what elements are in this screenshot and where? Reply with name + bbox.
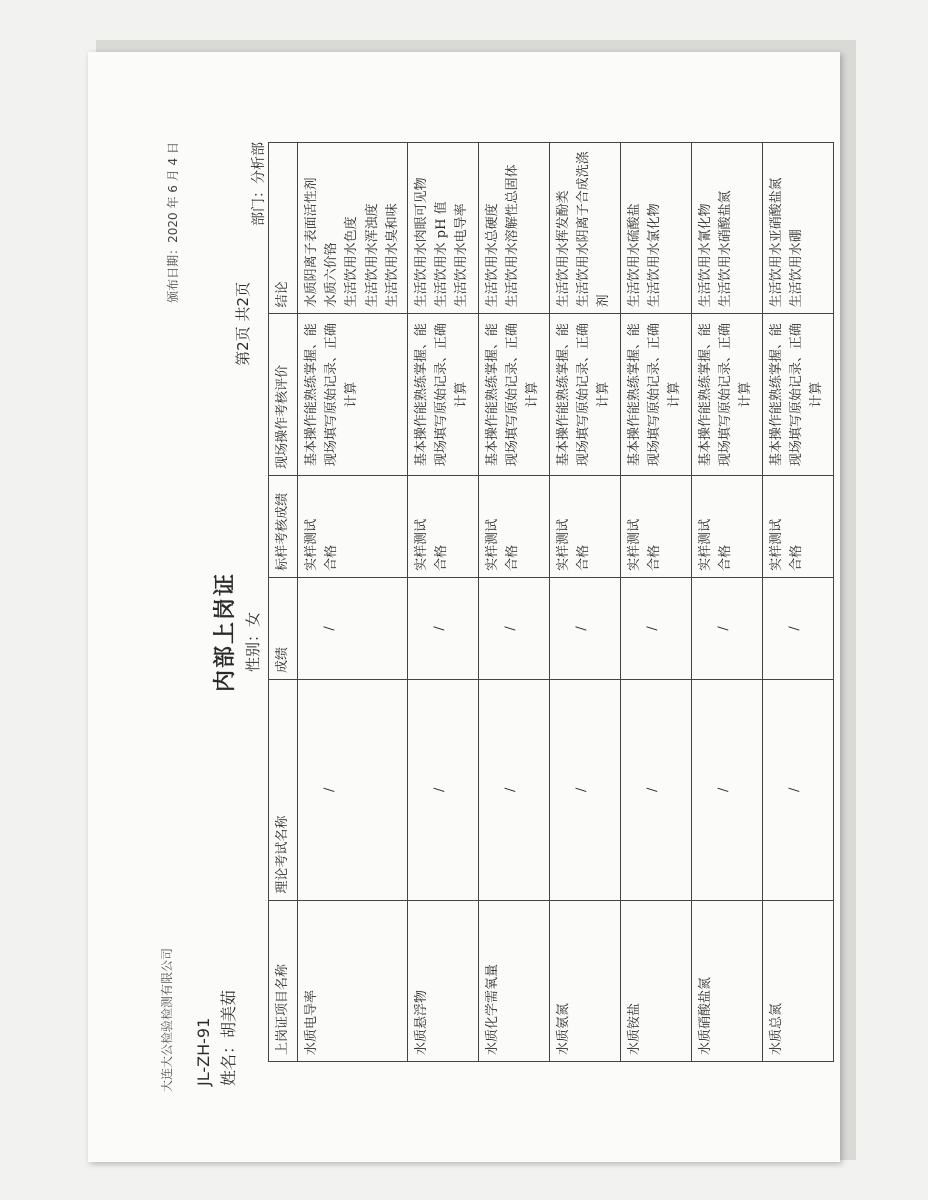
col-header-item: 上岗证项目名称 [269, 900, 298, 1061]
col-header-sample: 标样考核成绩 [269, 475, 298, 577]
cell-score-text: / [573, 626, 589, 631]
cell-eval [620, 314, 691, 476]
release-date: 颁布日期：2020 年 6 月 4 日 [166, 142, 180, 303]
cell-conclusion [762, 143, 833, 314]
table-row [549, 143, 620, 1062]
cell-conclusion [298, 143, 408, 314]
col-header-theory: 理论考试名称 [269, 680, 298, 901]
cell-eval-text: 基本操作能熟练掌握、能现场填写原始记录、正确计算 [413, 323, 470, 467]
qualification-table [268, 142, 834, 1062]
cell-eval-text: 基本操作能熟练掌握、能现场填写原始记录、正确计算 [768, 323, 825, 467]
cell-sample-text: 实样测试 合格 [626, 518, 662, 571]
cell-eval-text: 基本操作能熟练掌握、能现场填写原始记录、正确计算 [304, 323, 360, 467]
cell-sample-text: 实样测试 合格 [555, 518, 591, 571]
cell-score-text: / [715, 626, 731, 631]
cell-item [691, 900, 762, 1061]
cell-theory-text: / [431, 787, 447, 793]
cell-sample [691, 475, 762, 577]
cell-sample [478, 475, 549, 577]
col-header-eval: 现场操作考核评价 [269, 314, 298, 476]
cell-eval [298, 314, 408, 476]
name-line [216, 990, 239, 1086]
cell-conclusion-text: 生活饮用水亚硝酸盐氮 生活饮用水硼 [768, 177, 804, 308]
cell-conclusion-text: 生活饮用水挥发酚类 生活饮用水阴离子合成洗涤剂 [555, 151, 612, 308]
cell-score [691, 577, 762, 679]
cell-score [620, 577, 691, 679]
cell-theory-text: / [502, 787, 518, 793]
table-row [478, 143, 549, 1062]
cell-eval-text: 基本操作能熟练掌握、能现场填写原始记录、正确计算 [697, 323, 754, 467]
table-row [298, 143, 408, 1062]
cell-score-text: / [322, 626, 338, 631]
cell-theory [298, 680, 408, 901]
cell-item-text: 水质电导率 [304, 989, 320, 1055]
cell-sample-text: 实样测试 合格 [304, 518, 340, 571]
cell-score-text: / [431, 626, 447, 631]
cell-theory [620, 680, 691, 901]
cell-item-text: 水质悬浮物 [413, 989, 429, 1055]
cell-eval [478, 314, 549, 476]
cell-conclusion-text: 水质阴离子表面活性剂 水质六价铬 生活饮用水色度 生活饮用水浑浊度 生活饮用水臭和味 [304, 177, 400, 308]
cell-score-text: / [644, 626, 660, 631]
cell-theory [478, 680, 549, 901]
cell-score-text: / [502, 626, 518, 631]
cell-theory-text: / [715, 787, 731, 793]
cell-item [478, 900, 549, 1061]
cell-conclusion [691, 143, 762, 314]
cell-theory-text: / [786, 787, 802, 793]
form-code: JL-ZH-91 [194, 1017, 213, 1086]
table-header-row [269, 143, 298, 1062]
cell-item [298, 900, 408, 1061]
cell-score [298, 577, 408, 679]
gender-field: 性别：女 [244, 611, 262, 672]
cell-item [549, 900, 620, 1061]
cell-sample [407, 475, 478, 577]
cell-eval-text: 基本操作能熟练掌握、能现场填写原始记录、正确计算 [484, 323, 541, 467]
company-name: 大连大公检验检测有限公司 [160, 947, 174, 1092]
table-row [762, 143, 833, 1062]
cell-eval-text: 基本操作能熟练掌握、能现场填写原始记录、正确计算 [626, 323, 683, 467]
cell-sample-text: 实样测试 合格 [413, 518, 449, 571]
cell-sample [762, 475, 833, 577]
cell-eval [549, 314, 620, 476]
cell-item-text: 水质化学需氧量 [484, 963, 500, 1055]
cell-sample-text: 实样测试 合格 [484, 518, 520, 571]
name-value: 胡美茹 [219, 989, 238, 1038]
table-row [407, 143, 478, 1062]
cell-conclusion-text: 生活饮用水肉眼可见物 生活饮用水 pH 值 生活饮用水电导率 [413, 177, 470, 308]
cell-item [762, 900, 833, 1061]
cell-theory-text: / [322, 787, 338, 793]
cell-conclusion-text: 生活饮用水硫酸盐 生活饮用水氯化物 [626, 203, 662, 308]
cell-conclusion [620, 143, 691, 314]
col-header-score: 成绩 [269, 577, 298, 679]
cell-item [620, 900, 691, 1061]
col-header-conclusion: 结论 [269, 143, 298, 314]
cell-eval-text: 基本操作能熟练掌握、能现场填写原始记录、正确计算 [555, 323, 612, 467]
cell-conclusion-text: 生活饮用水氰化物 生活饮用水硝酸盐氮 [697, 190, 733, 308]
table-body [298, 143, 834, 1062]
name-label: 姓名： [219, 1037, 238, 1086]
cell-sample [549, 475, 620, 577]
cell-score [549, 577, 620, 679]
cell-score [407, 577, 478, 679]
cell-theory-text: / [573, 787, 589, 793]
cell-conclusion [549, 143, 620, 314]
cell-conclusion-text: 生活饮用水总硬度 生活饮用水溶解性总固体 [484, 164, 520, 308]
cell-theory [691, 680, 762, 901]
page-number: 第2页 共2页 [234, 282, 252, 366]
cell-sample [620, 475, 691, 577]
cell-score-text: / [786, 626, 802, 631]
cell-item-text: 水质铵盐 [626, 1002, 642, 1055]
cell-sample-text: 实样测试 合格 [768, 518, 804, 571]
document-page [88, 52, 840, 1162]
table-row [691, 143, 762, 1062]
cell-score [762, 577, 833, 679]
cell-eval [407, 314, 478, 476]
cell-item-text: 水质硝酸盐氮 [697, 976, 713, 1055]
cell-theory-text: / [644, 787, 660, 793]
cell-eval [762, 314, 833, 476]
cell-theory [407, 680, 478, 901]
cell-score [478, 577, 549, 679]
certificate-form [158, 132, 825, 1092]
table-row [620, 143, 691, 1062]
department: 部门：分析部 [251, 142, 267, 226]
cell-eval [691, 314, 762, 476]
cell-conclusion [478, 143, 549, 314]
document-title: 内部上岗证 [213, 571, 238, 692]
cell-theory [549, 680, 620, 901]
cell-sample [298, 475, 408, 577]
cell-item [407, 900, 478, 1061]
cell-item-text: 水质总氮 [768, 1002, 784, 1055]
cell-sample-text: 实样测试 合格 [697, 518, 733, 571]
cell-conclusion [407, 143, 478, 314]
cell-theory [762, 680, 833, 901]
cell-item-text: 水质氨氮 [555, 1002, 571, 1055]
